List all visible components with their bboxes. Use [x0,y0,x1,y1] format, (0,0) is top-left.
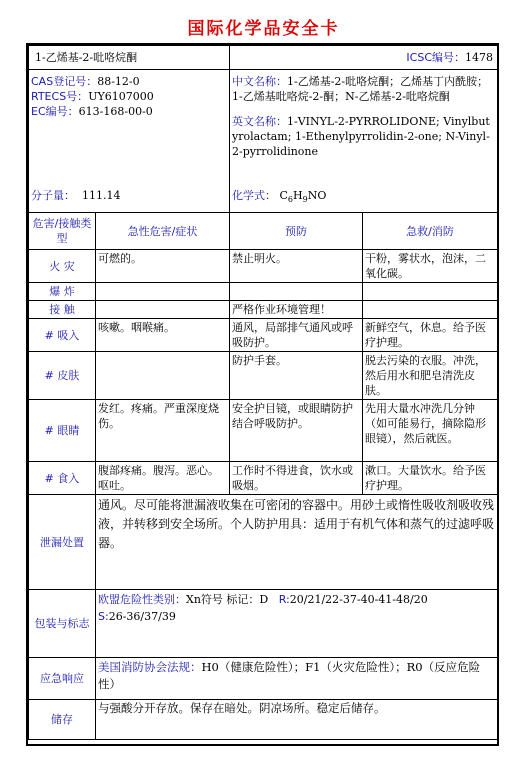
cn-name-label: 中文名称： [232,75,287,88]
packaging-label: 包装与标志 [29,590,96,658]
row-prevention: 通风，局部排气通风或呼吸防护。 [230,319,363,352]
cn-name-value: 1-乙烯基-2-吡咯烷酮；乙烯基丁内酰胺；1-乙烯基吡咯烷-2-酮；N-乙烯基-2-吡咯烷酮 [232,75,489,103]
eu-value: Xn符号 标记：D [186,593,269,606]
row-acute: 可燃的。 [96,250,230,283]
identity-row [29,70,498,213]
row-firstaid: 先用大量水冲洗几分钟（如可能易行，摘除隐形眼镜），然后就医。 [363,400,498,462]
row-prevention: 安全护目镜，或眼睛防护结合呼吸防护。 [230,400,363,462]
table-row [29,283,498,301]
table-row [29,352,498,400]
emergency-label: 应急响应 [29,658,96,700]
r-label: R: [278,593,290,606]
row-acute: 发红。疼痛。严重深度烧伤。 [96,400,230,462]
row-type-fire: 火 灾 [29,250,96,283]
row-acute [96,352,230,400]
table-row [29,400,498,462]
row-type-ingestion: # 食入 [29,462,96,495]
row-prevention: 禁止明火。 [230,250,363,283]
col-firstaid: 急救/消防 [363,213,498,250]
safety-card [26,43,499,746]
s-value: 26-36/37/39 [108,610,176,623]
row-prevention: 严格作业环境管理！ [230,301,363,319]
packaging-row [29,590,498,658]
storage-row [29,700,498,740]
spill-label: 泄漏处置 [29,495,96,590]
cas-label: CAS登记号： [31,75,98,88]
rtecs-label: RTECS号： [31,90,89,103]
chemical-name: 1-乙烯基-2-吡咯烷酮 [35,51,138,64]
col-prevention: 预防 [230,213,363,250]
r-value: 20/21/22-37-40-41-48/20 [289,593,428,606]
card-title: 国际化学品安全卡 [187,19,340,39]
mw-label: 分子量： [31,189,75,202]
header-row [29,46,498,70]
nfpa-label: 美国消防协会法规： [98,660,202,674]
storage-label: 储存 [29,700,96,740]
row-firstaid: 脱去污染的衣服。冲洗，然后用水和肥皂清洗皮肤。 [363,352,498,400]
row-type-skin: # 皮肤 [29,352,96,400]
emergency-row [29,658,498,700]
col-acute: 急性危害/症状 [96,213,230,250]
ec-value: 613-168-00-0 [78,105,153,118]
formula-label: 化学式： [232,189,276,202]
row-type-explosion: 爆 炸 [29,283,96,301]
mw-value: 111.14 [82,189,121,202]
row-firstaid: 新鲜空气，休息。给予医疗护理。 [363,319,498,352]
row-firstaid [363,301,498,319]
row-acute [96,283,230,301]
row-type-exposure: 接 触 [29,301,96,319]
row-acute: 腹部疼痛。腹泻。恶心。呕吐。 [96,462,230,495]
storage-text: 与强酸分开存放。保存在暗处。阴凉场所。稳定后储存。 [96,700,498,740]
row-firstaid: 干粉，雾状水，泡沫，二氧化碳。 [363,250,498,283]
table-row [29,301,498,319]
column-header-row [29,213,498,250]
row-prevention: 防护手套。 [230,352,363,400]
ec-label: EC编号： [31,105,79,118]
row-firstaid [363,283,498,301]
en-name-label: 英文名称： [232,115,287,128]
nfpa-value: H0（健康危险性）；F1（火灾危险性）；R0（反应危险性） [98,660,481,691]
icsc-value: 1478 [465,51,493,64]
row-prevention [230,283,363,301]
eu-label: 欧盟危险性类别： [98,593,186,606]
row-firstaid: 漱口。大量饮水。给予医疗护理。 [363,462,498,495]
cas-value: 88-12-0 [97,75,140,88]
spill-text: 通风。尽可能将泄漏液收集在可密闭的容器中。用砂土或惰性吸收剂吸收残液，并转移到安全场所。个人防护用具：适用于有机气体和蒸气的过滤呼吸器。 [96,495,498,590]
s-label: S: [98,610,109,623]
row-prevention: 工作时不得进食，饮水或吸烟。 [230,462,363,495]
en-name-value: 1-VINYL-2-PYRROLIDONE; Vinylbutyrolactam; 1-Ethenylpyrrolidin-2-one; N-Vinyl-2-pyrrolidinone [232,115,490,158]
table-row [29,319,498,352]
row-acute: 咳嗽。咽喉痛。 [96,319,230,352]
formula: $C_6H_9NO$ [279,189,327,205]
table-row [29,250,498,283]
rtecs-value: UY6107000 [88,90,154,103]
col-type: 危害/接触类型 [29,213,96,250]
spill-row [29,495,498,590]
row-acute [96,301,230,319]
card-table [28,45,498,740]
table-row [29,462,498,495]
row-type-eyes: # 眼睛 [29,400,96,462]
icsc-label: ICSC编号： [406,51,465,64]
row-type-inhalation: # 吸入 [29,319,96,352]
